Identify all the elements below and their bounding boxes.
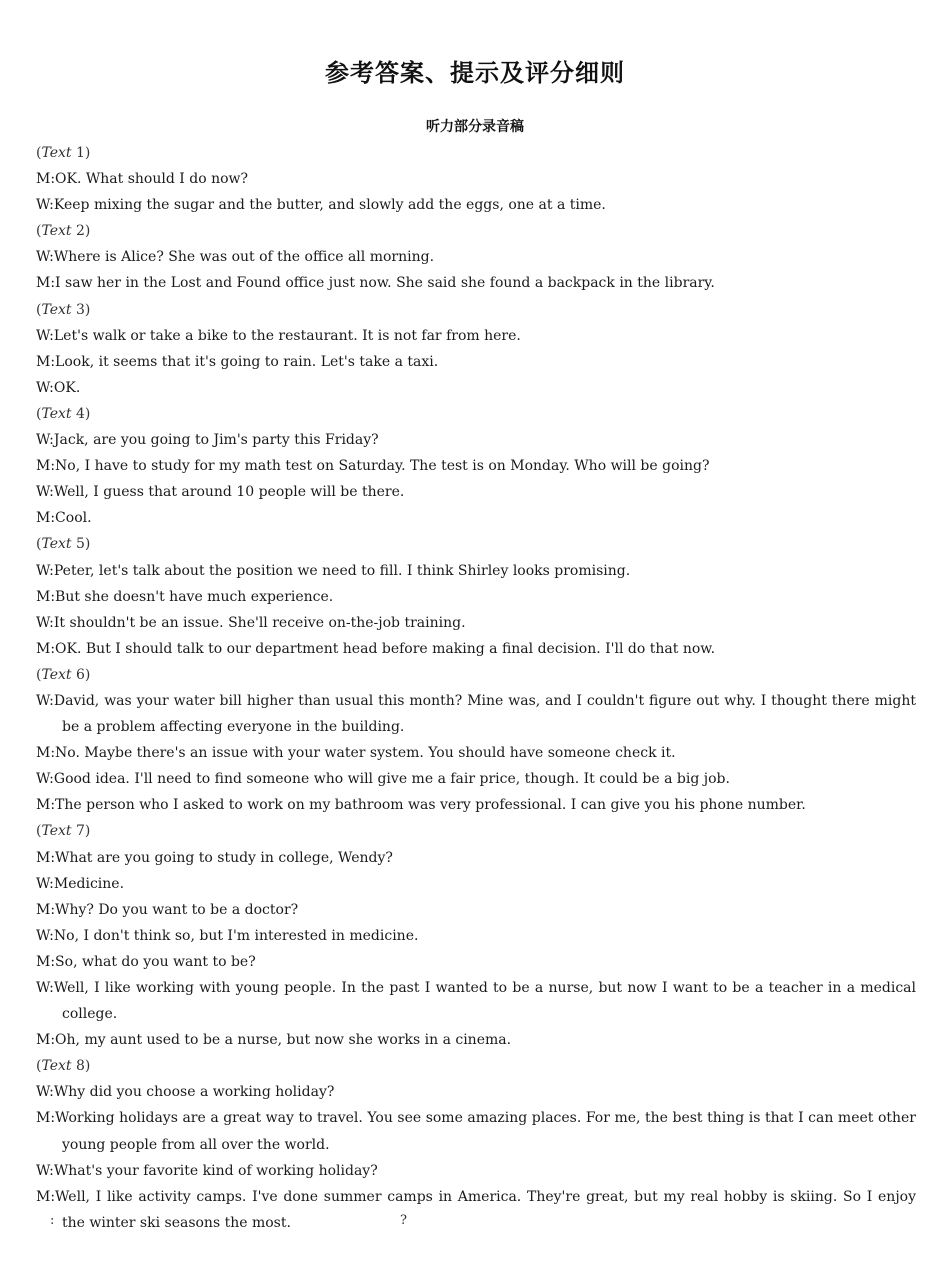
text-label-open: (: [36, 301, 42, 318]
text-label-number: 1): [71, 145, 91, 161]
dialogue-line: M:Look, it seems that it's going to rain. Let's take a taxi.: [36, 353, 439, 370]
text-label-word: Text: [41, 223, 72, 240]
dialogue-line: W:What's your favorite kind of working holiday?: [36, 1162, 378, 1179]
footer-right: ?: [400, 1213, 407, 1228]
text-label-word: Text: [41, 301, 72, 318]
text-label-word: Text: [41, 1058, 72, 1075]
dialogue-line: M:I saw her in the Lost and Found office just now. She said she found a backpack in the library.: [36, 275, 715, 292]
text-label-number: 7): [71, 823, 91, 840]
dialogue-line: W:It shouldn't be an issue. She'll receive on-the-job training.: [36, 614, 466, 631]
text-label-number: 8): [71, 1058, 91, 1075]
text-label-open: (: [36, 536, 42, 553]
dialogue-line: M:Oh, my aunt used to be a nurse, but now she works in a cinema.: [36, 1032, 512, 1049]
dialogue-line: W:Well, I guess that around 10 people will be there.: [36, 484, 405, 501]
text-label-open: (: [36, 1058, 42, 1075]
dialogue-line: W:Medicine.: [36, 875, 125, 892]
dialogue-line: W:Where is Alice? She was out of the office all morning.: [36, 249, 435, 266]
text-label-number: 4): [71, 405, 91, 422]
text-label: [36, 218, 916, 244]
dialogue-line: W:No, I don't think so, but I'm interested in medicine.: [36, 927, 419, 944]
text-label-number: 2): [71, 223, 91, 240]
dialogue-line: W:Jack, are you going to Jim's party this Friday?: [36, 432, 379, 449]
text-label: [36, 531, 916, 557]
dialogue-line: M:Why? Do you want to be a doctor?: [36, 901, 299, 918]
dialogue-line: M:No, I have to study for my math test on Saturday. The test is on Monday. Who will be going?: [36, 458, 710, 475]
text-label-word: Text: [41, 823, 72, 840]
text-label-word: Text: [41, 666, 72, 683]
dialogue-line: W:OK.: [36, 379, 81, 396]
text-label-open: (: [36, 666, 42, 683]
text-label-number: 5): [71, 536, 91, 553]
text-label-open: (: [36, 145, 42, 161]
text-label: [36, 1053, 916, 1079]
section-subtitle: 听力部分录音稿: [426, 119, 524, 135]
text-label: [36, 662, 916, 688]
text-label-number: 3): [71, 301, 91, 318]
dialogue-line: W:David, was your water bill higher than usual this month? Mine was, and I couldn't figure out why. I thought there might be a problem affecting everyone in the building.: [36, 692, 916, 736]
dialogue-line: W:Keep mixing the sugar and the butter, and slowly add the eggs, one at a time.: [36, 197, 606, 214]
text-label-open: (: [36, 405, 42, 422]
page-title: 参考答案、提示及评分细则: [325, 59, 625, 87]
transcript: [36, 140, 916, 1236]
dialogue-line: M:The person who I asked to work on my bathroom was very professional. I can give you his phone number.: [36, 797, 806, 814]
text-label: [36, 401, 916, 427]
text-label: [36, 818, 916, 844]
dialogue-line: M:Working holidays are a great way to travel. You see some amazing places. For me, the best thing is that I can meet other young people from all over the world.: [36, 1110, 916, 1153]
dialogue-line: M:But she doesn't have much experience.: [36, 588, 334, 605]
dialogue-line: M:So, what do you want to be?: [36, 953, 256, 970]
footer-left: :: [50, 1213, 55, 1228]
text-label: [36, 297, 916, 323]
text-label-word: Text: [41, 405, 72, 422]
dialogue-line: M:Well, I like activity camps. I've done summer camps in America. They're great, but my real hobby is skiing. So I enjoy the winter ski seasons the most.: [36, 1188, 916, 1231]
dialogue-line: W:Well, I like working with young people. In the past I wanted to be a nurse, but now I want to be a teacher in a medical college.: [36, 980, 916, 1023]
text-label-number: 6): [71, 666, 91, 683]
text-label-open: (: [36, 223, 42, 240]
dialogue-line: M:What are you going to study in college, Wendy?: [36, 849, 393, 866]
page-footer: [0, 1213, 950, 1233]
text-label-open: (: [36, 823, 42, 840]
dialogue-line: M:Cool.: [36, 510, 92, 527]
text-label-word: Text: [41, 145, 72, 161]
dialogue-line: W:Why did you choose a working holiday?: [36, 1084, 335, 1101]
dialogue-line: W:Let's walk or take a bike to the restaurant. It is not far from here.: [36, 327, 521, 344]
text-label-word: Text: [41, 536, 72, 553]
dialogue-line: W:Good idea. I'll need to find someone who will give me a fair price, though. It could be a big job.: [36, 771, 730, 788]
dialogue-line: M:No. Maybe there's an issue with your water system. You should have someone check it.: [36, 745, 676, 762]
text-label: [36, 140, 916, 166]
dialogue-line: M:OK. But I should talk to our department head before making a final decision. I'll do that now.: [36, 640, 716, 657]
dialogue-line: M:OK. What should I do now?: [36, 171, 249, 188]
dialogue-line: W:Peter, let's talk about the position we need to fill. I think Shirley looks promising.: [36, 562, 631, 579]
